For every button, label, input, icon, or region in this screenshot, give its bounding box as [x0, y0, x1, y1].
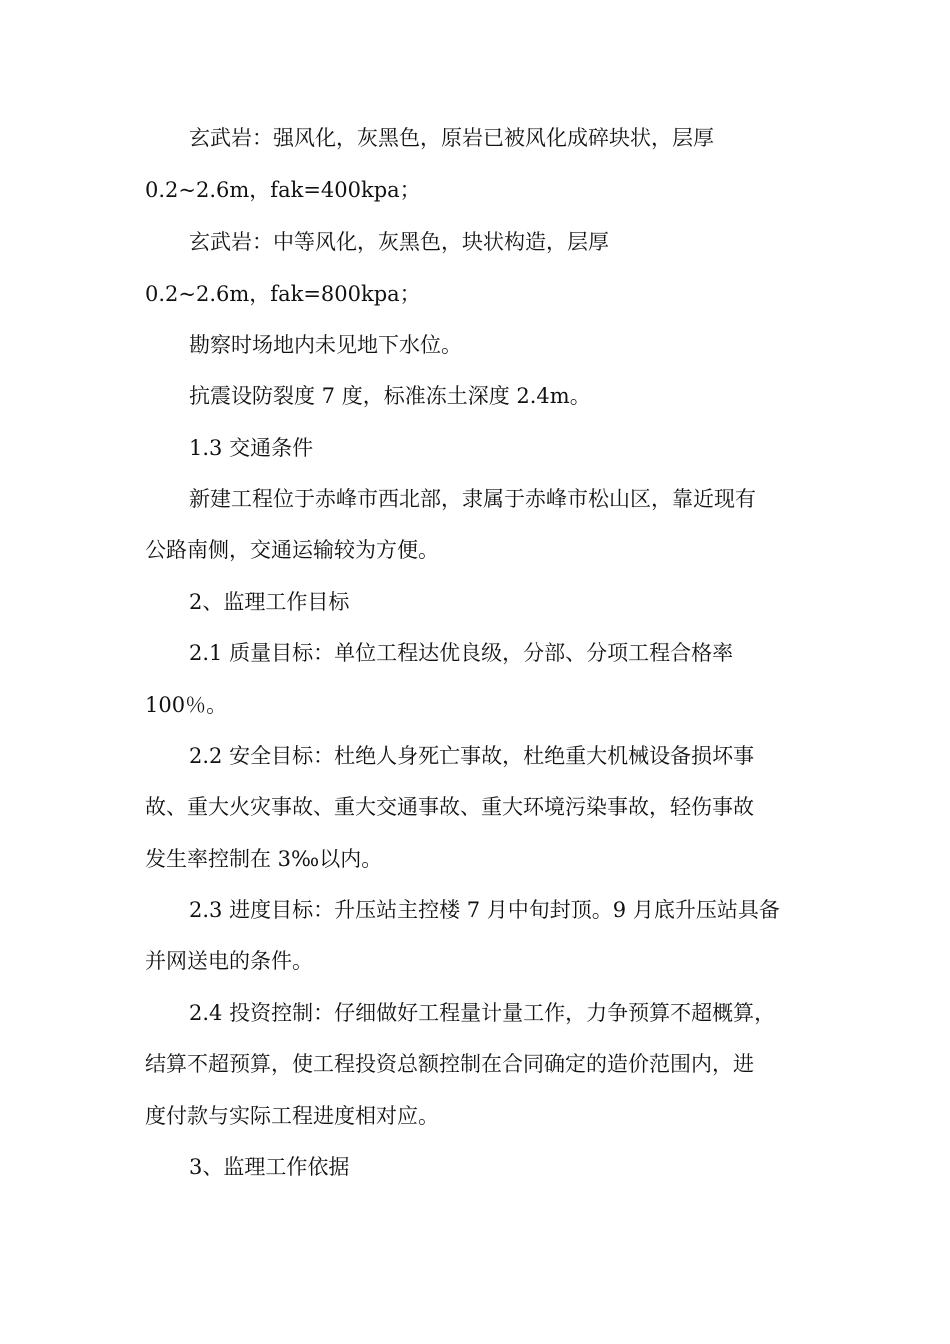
- paragraph-schedule-goal-cont: 并网送电的条件。: [145, 949, 313, 973]
- paragraph-basalt-strong-weathered-cont: 0.2~2.6m，fak=400kpa；: [145, 178, 421, 202]
- heading-supervision-goals: 2、监理工作目标: [189, 590, 350, 614]
- paragraph-investment-control-end: 度付款与实际工程进度相对应。: [145, 1104, 439, 1128]
- paragraph-quality-goal: 2.1 质量目标：单位工程达优良级，分部、分项工程合格率: [189, 641, 734, 665]
- paragraph-basalt-strong-weathered: 玄武岩：强风化，灰黑色，原岩已被风化成碎块状，层厚: [189, 126, 714, 150]
- paragraph-safety-goal-cont: 故、重大火灾事故、重大交通事故、重大环境污染事故，轻伤事故: [145, 795, 754, 819]
- paragraph-location-cont: 公路南侧，交通运输较为方便。: [145, 538, 439, 562]
- paragraph-investment-control: 2.4 投资控制：仔细做好工程量计量工作，力争预算不超概算，: [189, 1001, 776, 1025]
- paragraph-schedule-goal: 2.3 进度目标：升压站主控楼 7 月中旬封顶。9 月底升压站具备: [189, 898, 780, 922]
- paragraph-basalt-medium-weathered-cont: 0.2~2.6m，fak=800kpa；: [145, 282, 421, 306]
- paragraph-investment-control-cont: 结算不超预算，使工程投资总额控制在合同确定的造价范围内，进: [145, 1052, 754, 1076]
- paragraph-safety-goal-end: 发生率控制在 3‰以内。: [145, 847, 383, 871]
- paragraph-groundwater: 勘察时场地内未见地下水位。: [189, 333, 462, 357]
- heading-supervision-basis: 3、监理工作依据: [189, 1155, 350, 1179]
- paragraph-quality-goal-cont: 100％。: [145, 693, 228, 717]
- paragraph-location: 新建工程位于赤峰市西北部，隶属于赤峰市松山区，靠近现有: [189, 487, 756, 511]
- paragraph-basalt-medium-weathered: 玄武岩：中等风化，灰黑色，块状构造，层厚: [189, 230, 609, 254]
- paragraph-safety-goal: 2.2 安全目标：杜绝人身死亡事故，杜绝重大机械设备损坏事: [189, 744, 755, 768]
- paragraph-seismic: 抗震设防裂度 7 度，标准冻土深度 2.4m。: [189, 384, 591, 408]
- heading-traffic-conditions: 1.3 交通条件: [189, 436, 314, 460]
